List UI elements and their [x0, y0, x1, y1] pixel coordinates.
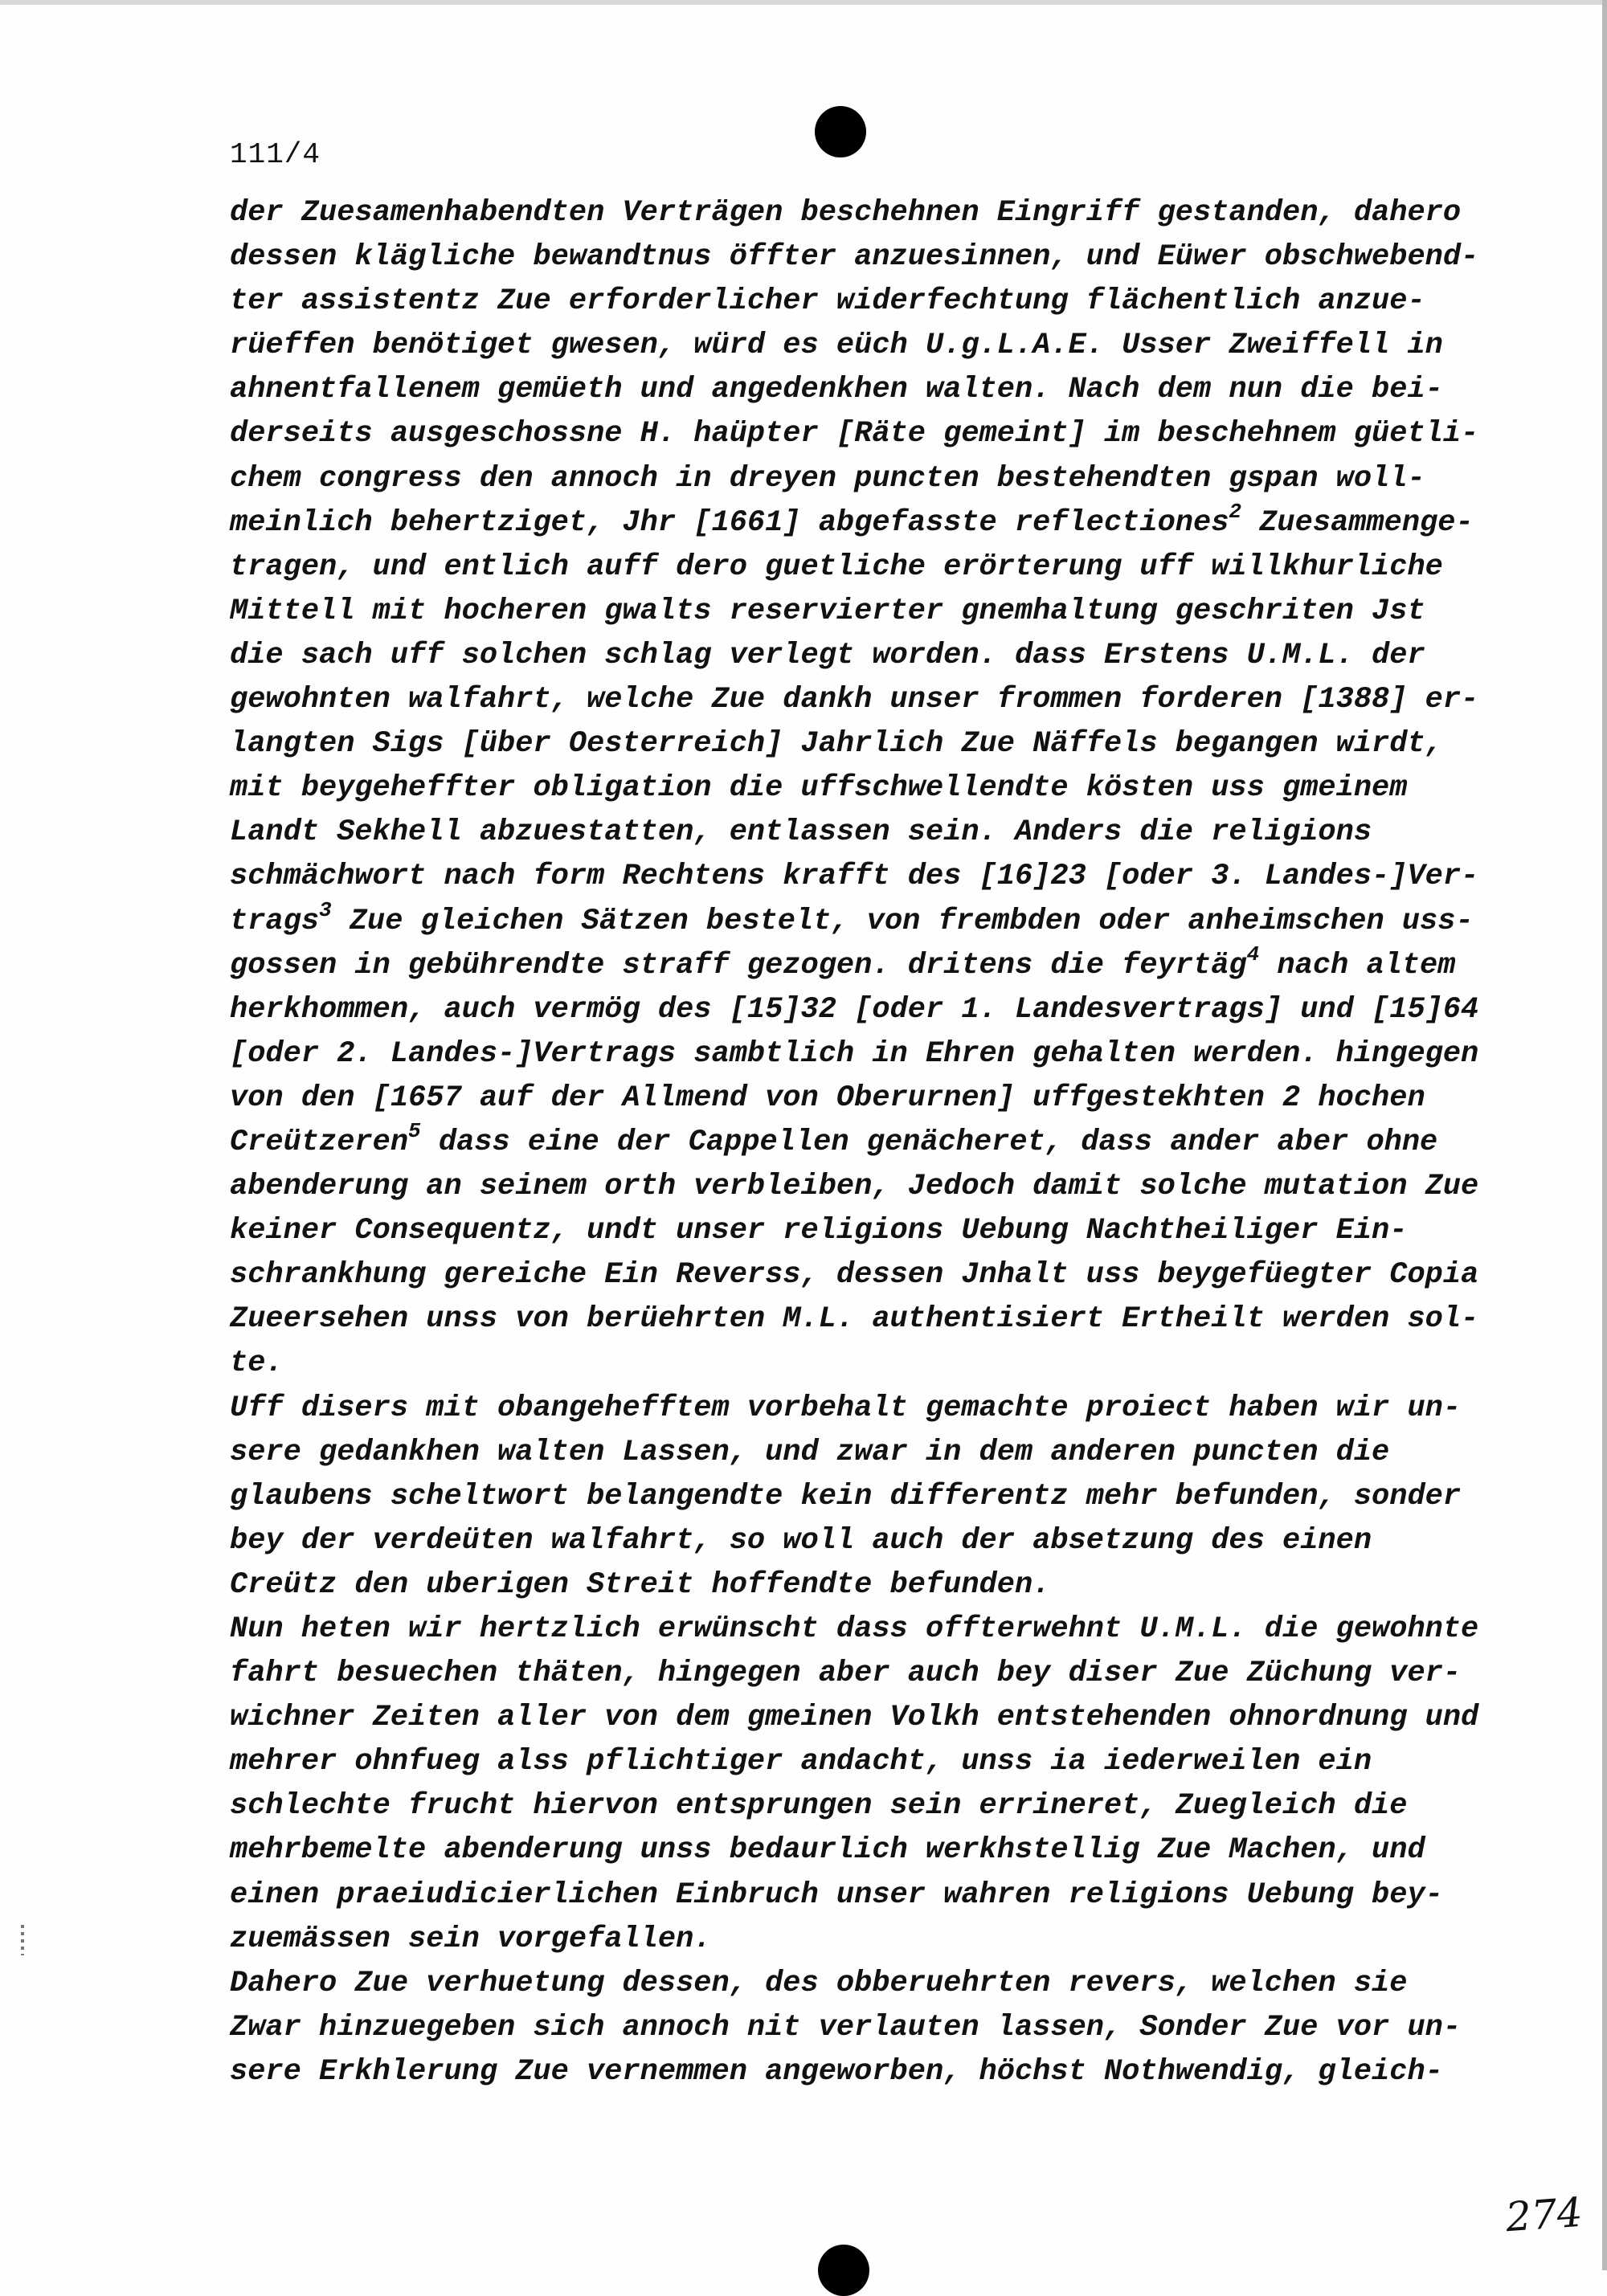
line-text: fahrt besuechen thäten, hingegen aber auch bey diser Zue Züchung ver- — [230, 1657, 1462, 1691]
document-body — [230, 191, 1483, 2094]
text-line — [230, 1563, 1483, 1608]
line-text: bey der verdeüten walfahrt, so woll auch der absetzung des einen — [230, 1523, 1372, 1558]
line-text: schlechte frucht hiervon entsprungen sein errineret, Zuegleich die — [230, 1789, 1408, 1824]
line-text: einen praeiudicierlichen Einbruch unser wahren religions Uebung bey- — [230, 1877, 1443, 1912]
footnote-marker: 4 — [1246, 942, 1260, 966]
text-line — [230, 766, 1483, 811]
text-line — [230, 1873, 1483, 1918]
text-line — [230, 368, 1483, 412]
text-line — [230, 1784, 1483, 1828]
line-text: schrankhung gereiche Ein Reverss, dessen Jnhalt uss beygefüegter Copia — [230, 1258, 1479, 1293]
line-text: Creützeren — [230, 1125, 409, 1159]
text-line — [230, 1519, 1483, 1563]
text-line — [230, 988, 1483, 1032]
text-line — [230, 1431, 1483, 1475]
text-line — [230, 2050, 1483, 2094]
line-text: Uff disers mit obangehefftem vorbehalt gemachte proiect haben wir un- — [230, 1391, 1462, 1425]
line-text: [oder 2. Landes-]Vertrags sambtlich in Ehren gehalten werden. hingegen — [230, 1036, 1479, 1071]
handwritten-folio-number: 274 — [1504, 2188, 1585, 2241]
text-line — [230, 1253, 1483, 1297]
text-line — [230, 1740, 1483, 1784]
text-line — [230, 1652, 1483, 1696]
text-line — [230, 1297, 1483, 1342]
text-line — [230, 1165, 1483, 1209]
page-number: 111/4 — [230, 138, 321, 171]
text-line — [230, 1962, 1483, 2006]
text-line — [230, 1696, 1483, 1740]
text-line — [230, 324, 1483, 368]
line-text: abenderung an seinem orth verbleiben, Jedoch damit solche mutation Zue — [230, 1170, 1479, 1204]
text-line — [230, 1209, 1483, 1253]
line-text: gewohnten walfahrt, welche Zue dankh unser frommen forderen [1388] er- — [230, 683, 1479, 717]
text-line — [230, 855, 1483, 899]
line-text: schmächwort nach form Rechtens krafft des [16]23 [oder 3. Landes-]Ver- — [230, 860, 1479, 894]
text-line — [230, 545, 1483, 590]
text-line — [230, 1475, 1483, 1519]
text-line — [230, 2006, 1483, 2050]
text-line — [230, 501, 1483, 545]
text-line — [230, 1032, 1483, 1077]
line-text: Dahero Zue verhuetung dessen, des obberuehrten revers, welchen sie — [230, 1966, 1408, 2000]
text-line — [230, 944, 1483, 988]
line-text: von den [1657 auf der Allmend von Oberurnen] uffgestekhten 2 hochen — [230, 1081, 1425, 1115]
line-text: Landt Sekhell abzuestatten, entlassen sein. Anders die religions — [230, 815, 1372, 850]
line-text: mehrer ohnfueg alss pflichtiger andacht, unss ia iederweilen ein — [230, 1745, 1372, 1779]
line-text: dessen klägliche bewandtnus öffter anzuesinnen, und Eüwer obschwebend- — [230, 240, 1479, 275]
text-line — [230, 412, 1483, 456]
scan-border-right — [1602, 0, 1607, 2270]
line-text: Nun heten wir hertzlich erwünscht dass offterwehnt U.M.L. die gewohnte — [230, 1612, 1479, 1646]
line-text: rüeffen benötiget gwesen, würd es eüch U.g.L.A.E. Usser Zweiffell in — [230, 329, 1443, 363]
margin-mark — [21, 1925, 24, 1955]
line-text: tragen, und entlich auff dero guetliche erörterung uff willkhurliche — [230, 549, 1443, 584]
text-line — [230, 457, 1483, 501]
line-text: ter assistentz Zue erforderlicher widerfechtung flächentlich anzue- — [230, 284, 1425, 319]
line-text: Zwar hinzuegeben sich annoch nit verlauten lassen, Sonder Zue vor un- — [230, 2010, 1462, 2045]
line-text: herkhommen, auch vermög des [15]32 [oder 1. Landesvertrags] und [15]64 — [230, 992, 1479, 1027]
line-text: Zueersehen unss von berüehrten M.L. authentisiert Ertheilt werden sol- — [230, 1302, 1479, 1337]
line-text-continued: Zue gleichen Sätzen bestelt, von frembden oder anheimschen uss- — [331, 904, 1474, 938]
line-text: glaubens scheltwort belangendte kein differentz mehr befunden, sonder — [230, 1479, 1462, 1514]
line-text: gossen in gebührendte straff gezogen. dritens die feyrtäg — [230, 948, 1247, 983]
line-text: chem congress den annoch in dreyen puncten bestehendten gspan woll- — [230, 461, 1425, 496]
line-text: sere Erkhlerung Zue vernemmen angeworben, höchst Nothwendig, gleich- — [230, 2054, 1443, 2089]
line-text: te. — [230, 1346, 284, 1381]
text-line — [230, 191, 1483, 235]
text-line — [230, 1918, 1483, 1962]
text-line — [230, 1077, 1483, 1121]
line-text: sere gedankhen walten Lassen, und zwar in dem anderen puncten die — [230, 1435, 1390, 1469]
text-line — [230, 280, 1483, 324]
text-line — [230, 1387, 1483, 1431]
text-line — [230, 722, 1483, 766]
scan-border-top — [0, 0, 1607, 5]
line-text-continued: dass eine der Cappellen genächeret, dass ander aber ohne — [420, 1125, 1438, 1159]
line-text: mehrbemelte abenderung unss bedaurlich werkhstellig Zue Machen, und — [230, 1833, 1425, 1868]
line-text: wichner Zeiten aller von dem gmeinen Volkh entstehenden ohnordnung und — [230, 1701, 1479, 1735]
line-text: keiner Consequentz, undt unser religions Uebung Nachtheiliger Ein- — [230, 1214, 1408, 1248]
text-line — [230, 897, 1483, 944]
line-text: trags — [230, 904, 320, 938]
line-text: mit beygeheffter obligation die uffschwellendte kösten uss gmeinem — [230, 771, 1408, 806]
line-text: ahnentfallenem gemüeth und angedenkhen walten. Nach dem nun die bei- — [230, 373, 1443, 407]
line-text: Mittell mit hocheren gwalts reservierter gnemhaltung geschriten Jst — [230, 594, 1425, 628]
text-line — [230, 678, 1483, 722]
line-text: der Zuesamenhabendten Verträgen beschehnen Eingriff gestanden, dahero — [230, 196, 1462, 230]
footnote-marker: 3 — [319, 897, 332, 922]
line-text: meinlich behertziget, Jhr [1661] abgefasste reflectiones — [230, 505, 1229, 540]
text-line — [230, 590, 1483, 634]
text-line — [230, 634, 1483, 678]
punch-hole-top — [815, 106, 866, 157]
footnote-marker: 2 — [1229, 499, 1242, 524]
line-text: langten Sigs [über Oesterreich] Jahrlich Zue Näffels begangen wirdt, — [230, 727, 1443, 762]
line-text: zuemässen sein vorgefallen. — [230, 1922, 712, 1956]
text-line — [230, 1608, 1483, 1652]
footnote-marker: 5 — [408, 1118, 421, 1143]
line-text-continued: nach altem — [1259, 948, 1456, 983]
text-line — [230, 235, 1483, 280]
line-text: derseits ausgeschossne H. haüpter [Räte gemeint] im beschehnem güetli- — [230, 417, 1479, 451]
text-line — [230, 1118, 1483, 1165]
text-line — [230, 811, 1483, 855]
line-text: Creütz den uberigen Streit hoffendte befunden. — [230, 1567, 1051, 1602]
text-line — [230, 1828, 1483, 1873]
punch-hole-bottom — [818, 2245, 869, 2296]
line-text: die sach uff solchen schlag verlegt worden. dass Erstens U.M.L. der — [230, 638, 1425, 672]
line-text-continued: Zuesammenge- — [1241, 505, 1474, 540]
text-line — [230, 1342, 1483, 1386]
